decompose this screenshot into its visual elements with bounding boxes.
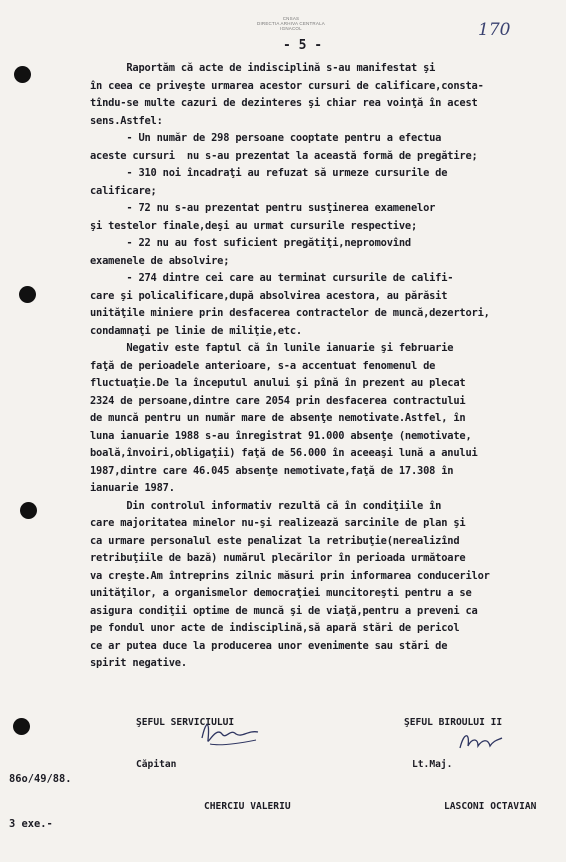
left-name: CHERCIU VALERIU [204,801,291,812]
copies-count: 3 exe.- [9,818,53,830]
body-line: de muncă pentru un număr mare de absenţe nemotivate.Astfel, în [90,412,466,424]
body-line: boală,învoiri,obligaţii) faţă de 56.000 în aceeaşi lună a anului [90,447,478,459]
body-line: - 310 noi încadraţi au refuzat să urmeze cursurile de [90,167,448,179]
right-signature-block [404,688,536,842]
left-title: ŞEFUL SERVICIULUI [136,717,235,728]
body-line: ianuarie 1987. [90,482,175,494]
body-line: - 274 dintre cei care au terminat cursurile de califi- [90,272,454,284]
page-number: - 5 - [283,38,323,53]
stamp-line: IGNACOL [280,26,302,31]
body-line: ce ar putea duce la producerea unor evenimente sau stări de [90,639,448,652]
body-line: spirit negative. [90,657,187,669]
archive-number: 170 [478,20,511,40]
report-body [90,60,566,673]
body-line: şi testelor finale,deşi au urmat cursurile respective; [90,219,418,232]
body-line: sens.Astfel: [90,114,163,127]
body-line: calificare; [90,184,157,197]
body-line: care şi policalificare,după absolvirea acestora, au părăsit [90,289,448,302]
left-signature-block [136,688,291,842]
body-line: examenele de absolvire; [90,254,230,267]
body-line: luna ianuarie 1988 s-au înregistrat 91.000 absenţe (nemotivate, [90,429,472,442]
body-line: Raportăm că acte de indisciplină s-au manifestat şi [90,62,436,74]
left-rank: Căpitan [136,759,177,770]
body-line: 1987,dintre care 46.045 absenţe nemotivate,faţă de 17.308 în [90,464,454,477]
body-line: pe fondul unor acte de indisciplină,să apară stări de pericol [90,622,460,634]
handwritten-signature-left [196,716,266,750]
body-line: va creşte.Am întreprins zilnic măsuri prin informarea conducerilor [90,569,490,582]
right-rank: Lt.Maj. [412,759,453,770]
right-title: ŞEFUL BIROULUI II [404,717,503,728]
punch-hole-icon [13,718,30,735]
body-line: unităţilor, a organismelor democraţiei muncitoreşti pentru a se [90,587,472,599]
body-line: ca urmare personalul este penalizat la retribuţie(nerealizînd [90,534,460,547]
body-line: unităţile miniere prin desfacerea contractelor de muncă,dezertori, [90,307,490,319]
body-line: - 22 nu au fost suficient pregătiţi,nepromovînd [90,237,411,249]
body-line: 2324 de persoane,dintre care 2054 prin desfacerea contractului [90,394,466,407]
stamp-line: CNSAS [282,16,300,21]
body-line: care majoritatea minelor nu-şi realizează sarcinile de plan şi [90,517,466,529]
body-line: în ceea ce priveşte urmarea acestor cursuri de calificare,consta- [90,79,484,92]
right-name: LASCONI OCTAVIAN [444,801,537,812]
body-line: fluctuaţie.De la începutul anului şi pînă în prezent au plecat [90,377,466,389]
archive-stamp [246,16,336,31]
body-line: Negativ este faptul că în lunile ianuarie şi februarie [90,342,454,354]
body-line: Din controlul informativ rezultă că în condiţiile în [90,499,442,512]
body-line: - Un număr de 298 persoane cooptate pentru a efectua [90,132,442,144]
stamp-line: DIRECTIA ARHIVA CENTRALA [257,21,325,26]
body-line: tîndu-se multe cazuri de dezinteres şi chiar rea voinţă în acest [90,97,478,109]
body-line: retribuţiile de bază) numărul plecărilor în perioada următoare [90,552,466,564]
handwritten-signature-right [456,728,506,756]
reference-number: 86o/49/88. [9,773,72,785]
body-line: faţă de perioadele anterioare, s-a accentuat fenomenul de [90,359,436,372]
document-footer [9,742,72,862]
body-line: condamnaţi pe linie de miliţie,etc. [90,324,302,337]
body-line: asigura condiţii optime de muncă şi de viaţă,pentru a preveni ca [90,604,478,617]
body-line: - 72 nu s-au prezentat pentru susţinerea examenelor [90,202,436,214]
punch-hole-icon [19,286,36,303]
punch-hole-icon [14,66,31,83]
body-line: aceste cursuri nu s-au prezentat la această formă de pregătire; [90,149,478,162]
punch-hole-icon [20,502,37,519]
